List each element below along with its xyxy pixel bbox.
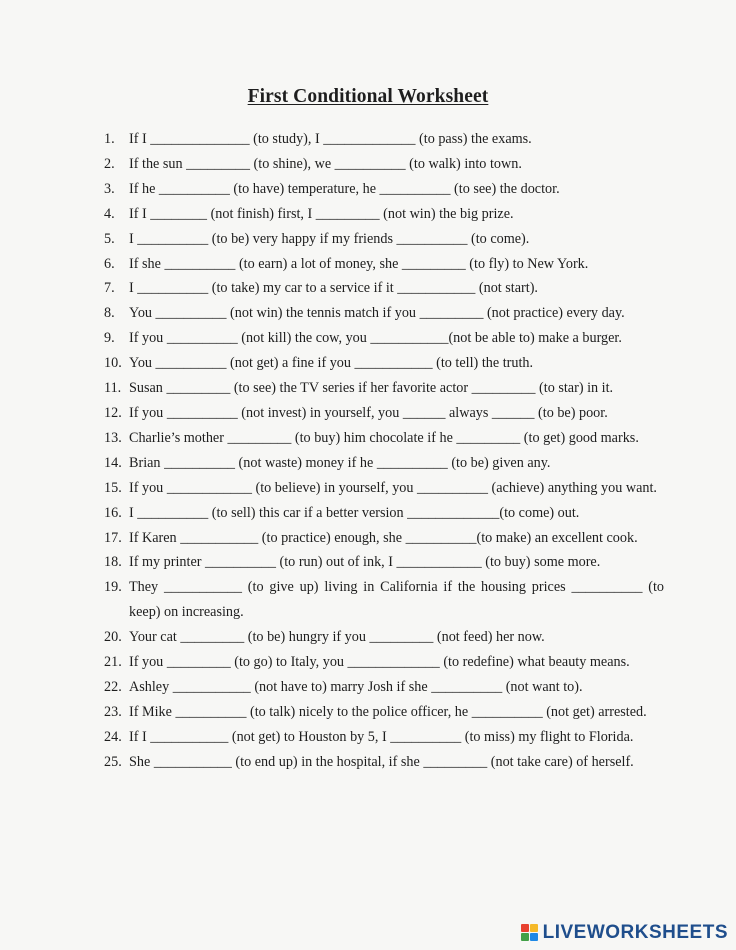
exercise-number: 5.: [104, 230, 115, 247]
exercise-sentence: If the sun _________ (to shine), we __________ (to walk) into town.: [129, 155, 522, 172]
exercise-number: 2.: [104, 155, 115, 172]
exercise-sentence: Charlie’s mother _________ (to buy) him chocolate if he _________ (to get) good marks.: [129, 429, 639, 446]
exercise-sentence: Ashley ___________ (not have to) marry Josh if she __________ (not want to).: [129, 678, 583, 695]
exercise-number: 19.: [104, 579, 122, 596]
exercise-sentence: If I ________ (not finish) first, I _________ (not win) the big prize.: [129, 205, 514, 222]
exercise-item: [104, 202, 664, 227]
exercise-sentence: I __________ (to sell) this car if a better version _____________(to come) out.: [129, 504, 580, 521]
exercise-sentence: If you ____________ (to believe) in yourself, you __________ (achieve) anything you want.: [129, 479, 657, 496]
exercise-sentence: Your cat _________ (to be) hungry if you _________ (not feed) her now.: [129, 629, 545, 646]
exercise-item: [104, 451, 664, 476]
exercise-number: 1.: [104, 131, 115, 147]
exercise-number: 23.: [104, 703, 122, 720]
exercise-number: 15.: [104, 479, 122, 496]
exercise-item: [104, 127, 664, 152]
exercise-item: [104, 526, 664, 551]
exercise-number: 22.: [104, 678, 122, 695]
exercise-sentence: I __________ (to take) my car to a service if it ___________ (not start).: [129, 280, 538, 297]
exercise-item: [104, 700, 664, 725]
logo-square-green: [521, 933, 529, 941]
exercise-item: [104, 575, 664, 625]
exercise-number: 21.: [104, 654, 122, 671]
exercise-list: [104, 127, 664, 775]
exercise-item: [104, 152, 664, 177]
exercise-item: [104, 252, 664, 277]
exercise-sentence: If I ___________ (not get) to Houston by 5, I __________ (to miss) my flight to Florida.: [129, 728, 634, 745]
exercise-number: 24.: [104, 728, 122, 745]
liveworksheets-logo-icon: [521, 924, 539, 942]
exercise-number: 3.: [104, 180, 115, 197]
exercise-number: 4.: [104, 205, 115, 222]
exercise-sentence: If my printer __________ (to run) out of ink, I ____________ (to buy) some more.: [129, 554, 601, 571]
logo-square-blue: [530, 933, 538, 941]
exercise-sentence: If I ______________ (to study), I _____________ (to pass) the exams.: [129, 131, 532, 147]
exercise-item: [104, 301, 664, 326]
exercise-item: [104, 326, 664, 351]
exercise-sentence: You __________ (not win) the tennis match if you _________ (not practice) every day.: [129, 305, 625, 322]
exercise-sentence: Susan _________ (to see) the TV series if her favorite actor _________ (to star) in it.: [129, 380, 614, 397]
exercise-number: 7.: [104, 280, 115, 297]
exercise-sentence: She ___________ (to end up) in the hospital, if she _________ (not take care) of herself.: [129, 753, 634, 770]
exercise-sentence: They ___________ (to give up) living in California if the housing prices __________ (to keep) on increasing.: [129, 579, 664, 621]
exercise-item: [104, 376, 664, 401]
exercise-item: [104, 276, 664, 301]
exercise-sentence: I __________ (to be) very happy if my friends __________ (to come).: [129, 230, 530, 247]
exercise-item: [104, 476, 664, 501]
exercise-number: 6.: [104, 255, 115, 272]
exercise-item: [104, 401, 664, 426]
liveworksheets-brand[interactable]: [521, 922, 728, 944]
exercise-sentence: Brian __________ (not waste) money if he __________ (to be) given any.: [129, 454, 551, 471]
exercise-number: 17.: [104, 529, 122, 546]
exercise-item: [104, 501, 664, 526]
exercise-item: [104, 351, 664, 376]
exercise-number: 10.: [104, 355, 122, 372]
exercise-sentence: If she __________ (to earn) a lot of money, she _________ (to fly) to New York.: [129, 255, 589, 272]
logo-square-yellow: [530, 924, 538, 932]
exercise-item: [104, 177, 664, 202]
exercise-number: 9.: [104, 330, 115, 347]
exercise-item: [104, 550, 664, 575]
exercise-number: 16.: [104, 504, 122, 521]
exercise-sentence: If Mike __________ (to talk) nicely to the police officer, he __________ (not get) arrested.: [129, 703, 647, 720]
exercise-sentence: If he __________ (to have) temperature, he __________ (to see) the doctor.: [129, 180, 560, 197]
exercise-number: 20.: [104, 629, 122, 646]
exercise-number: 12.: [104, 404, 122, 421]
exercise-sentence: If you _________ (to go) to Italy, you _____________ (to redefine) what beauty means.: [129, 654, 630, 671]
exercise-sentence: If Karen ___________ (to practice) enough, she __________(to make) an excellent cook.: [129, 529, 638, 546]
exercise-number: 8.: [104, 305, 115, 322]
exercise-number: 11.: [104, 380, 122, 397]
exercise-item: [104, 426, 664, 451]
exercise-item: [104, 625, 664, 650]
exercise-sentence: You __________ (not get) a fine if you ___________ (to tell) the truth.: [129, 355, 534, 372]
exercise-number: 18.: [104, 554, 122, 571]
exercise-number: 14.: [104, 454, 122, 471]
worksheet-title: First Conditional Worksheet: [247, 86, 489, 107]
exercise-sentence: If you __________ (not invest) in yourself, you ______ always ______ (to be) poor.: [129, 404, 608, 421]
exercise-item: [104, 725, 664, 750]
exercise-item: [104, 227, 664, 252]
exercise-item: [104, 675, 664, 700]
exercise-number: 25.: [104, 753, 122, 770]
exercise-sentence: If you __________ (not kill) the cow, you ___________(not be able to) make a burger.: [129, 330, 622, 347]
exercise-item: [104, 650, 664, 675]
logo-square-red: [521, 924, 529, 932]
exercise-number: 13.: [104, 429, 122, 446]
liveworksheets-wordmark: LIVEWORKSHEETS: [542, 922, 728, 943]
exercise-item: [104, 750, 664, 775]
